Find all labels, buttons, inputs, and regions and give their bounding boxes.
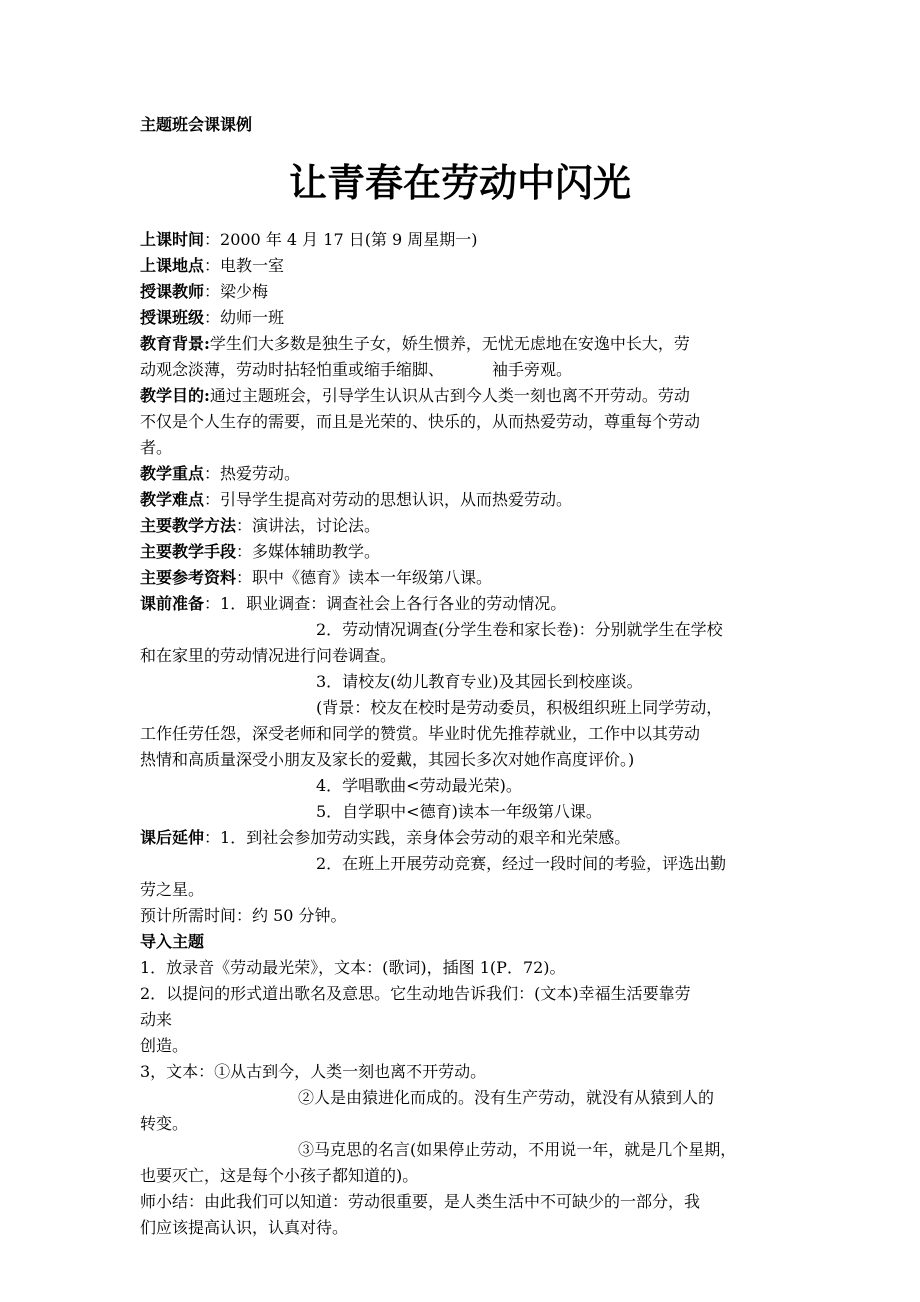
intro-line-11: 们应该提高认识，认真对待。 bbox=[140, 1218, 349, 1237]
intro-heading: 导入主题 bbox=[140, 932, 205, 951]
class-value: ：幼师一班 bbox=[204, 308, 285, 327]
after-text-1: ：1．到社会参加劳动实践，亲身体会劳动的艰辛和光荣感。 bbox=[204, 828, 631, 847]
prep-label: 课前准备 bbox=[140, 594, 205, 613]
prep-line-8: 4．学唱歌曲<劳动最光荣)。 bbox=[316, 776, 522, 795]
background-text-2b: 袖手旁观。 bbox=[492, 360, 573, 379]
after-line-2: 2．在班上开展劳动竞赛，经过一段时间的考验，评选出勤 bbox=[316, 854, 727, 873]
time-line bbox=[140, 227, 790, 253]
intro-line-1: 1．放录音《劳动最光荣》，文本：(歌词)，插图 1(P．72)。 bbox=[140, 958, 566, 977]
goal-text-1: 通过主题班会，引导学生认识从古到今人类一刻也离不开劳动。劳动 bbox=[209, 386, 690, 405]
key-value: ：热爱劳动。 bbox=[204, 464, 301, 483]
prep-line-7: 热情和高质量深受小朋友及家长的爱戴，其园长多次对她作高度评价。) bbox=[140, 750, 635, 769]
teacher-line bbox=[140, 279, 790, 305]
goal-label: 教学目的: bbox=[140, 386, 210, 405]
after-line-3: 劳之星。 bbox=[140, 880, 205, 899]
prep-line-2: 2．劳动情况调查(分学生卷和家长卷)：分别就学生在学校 bbox=[316, 620, 723, 639]
background-line-1 bbox=[140, 331, 790, 357]
ref-label: 主要参考资料 bbox=[140, 568, 237, 587]
intro-line-2: 2．以提问的形式道出歌名及意思。它生动地告诉我们：(文本)幸福生活要靠劳 bbox=[140, 984, 691, 1003]
intro-line-4: 创造。 bbox=[140, 1036, 189, 1055]
method-line bbox=[140, 513, 790, 539]
intro-line-9: 也要灭亡，这是每个小孩子都知道的)。 bbox=[140, 1166, 419, 1185]
background-text-2a: 动观念淡薄，劳动时拈轻怕重或缩手缩脚、 bbox=[140, 360, 445, 379]
prep-text-1: ：1．职业调查：调查社会上各行各业的劳动情况。 bbox=[204, 594, 567, 613]
goal-line-2: 不仅是个人生存的需要，而且是光荣的、快乐的，从而热爱劳动，尊重每个劳动 bbox=[140, 412, 701, 431]
intro-line-6: ②人是由猿进化而成的。没有生产劳动，就没有从猿到人的 bbox=[298, 1088, 715, 1107]
intro-line-5: 3，文本：①从古到今，人类一刻也离不开劳动。 bbox=[140, 1062, 487, 1081]
intro-line-3: 动来 bbox=[140, 1010, 173, 1029]
goal-line-1 bbox=[140, 383, 790, 409]
background-label: 教育背景: bbox=[140, 334, 210, 353]
ref-value: ：职中《德育》读本一年级第八课。 bbox=[236, 568, 493, 587]
means-line bbox=[140, 539, 790, 565]
place-line bbox=[140, 253, 790, 279]
class-label: 授课班级 bbox=[140, 308, 205, 327]
means-value: ：多媒体辅助教学。 bbox=[236, 542, 381, 561]
prep-line-4: 3．请校友(幼儿教育专业)及其园长到校座谈。 bbox=[316, 672, 643, 691]
background-line-2 bbox=[140, 357, 790, 383]
key-line bbox=[140, 461, 790, 487]
time-label: 上课时间 bbox=[140, 230, 205, 249]
ref-line bbox=[140, 565, 790, 591]
after-label: 课后延伸 bbox=[140, 828, 205, 847]
place-label: 上课地点 bbox=[140, 256, 205, 275]
background-text-1: 学生们大多数是独生子女，娇生惯养，无忧无虑地在安逸中长大，劳 bbox=[209, 334, 690, 353]
means-label: 主要教学手段 bbox=[140, 542, 237, 561]
goal-line-3: 者。 bbox=[140, 438, 173, 457]
time-value: ：2000 年 4 月 17 日(第 9 周星期一) bbox=[204, 230, 478, 249]
prep-line-1 bbox=[140, 591, 790, 617]
place-value: ：电教一室 bbox=[204, 256, 285, 275]
method-value: ：演讲法，讨论法。 bbox=[236, 516, 381, 535]
duration-line: 预计所需时间：约 50 分钟。 bbox=[140, 906, 347, 925]
difficulty-line bbox=[140, 487, 790, 513]
teacher-value: ：梁少梅 bbox=[204, 282, 269, 301]
difficulty-label: 教学难点 bbox=[140, 490, 205, 509]
intro-line-10: 师小结：由此我们可以知道：劳动很重要，是人类生活中不可缺少的一部分，我 bbox=[140, 1192, 701, 1211]
doc-title: 让青春在劳动中闪光 bbox=[288, 161, 631, 205]
intro-line-8: ③马克思的名言(如果停止劳动，不用说一年，就是几个星期， bbox=[298, 1140, 737, 1159]
doc-header: 主题班会课课例 bbox=[140, 115, 253, 134]
difficulty-value: ：引导学生提高对劳动的思想认识，从而热爱劳动。 bbox=[204, 490, 573, 509]
method-label: 主要教学方法 bbox=[140, 516, 237, 535]
key-label: 教学重点 bbox=[140, 464, 205, 483]
class-line bbox=[140, 305, 790, 331]
prep-line-9: 5．自学职中<德育)读本一年级第八课。 bbox=[316, 802, 602, 821]
prep-line-3: 和在家里的劳动情况进行问卷调查。 bbox=[140, 646, 397, 665]
teacher-label: 授课教师 bbox=[140, 282, 205, 301]
prep-line-6: 工作任劳任怨，深受老师和同学的赞赏。毕业时优先推荐就业，工作中以其劳动 bbox=[140, 724, 701, 743]
intro-line-7: 转变。 bbox=[140, 1114, 189, 1133]
after-line-1 bbox=[140, 825, 790, 851]
prep-line-5: (背景：校友在校时是劳动委员，积极组织班上同学劳动， bbox=[316, 698, 723, 717]
